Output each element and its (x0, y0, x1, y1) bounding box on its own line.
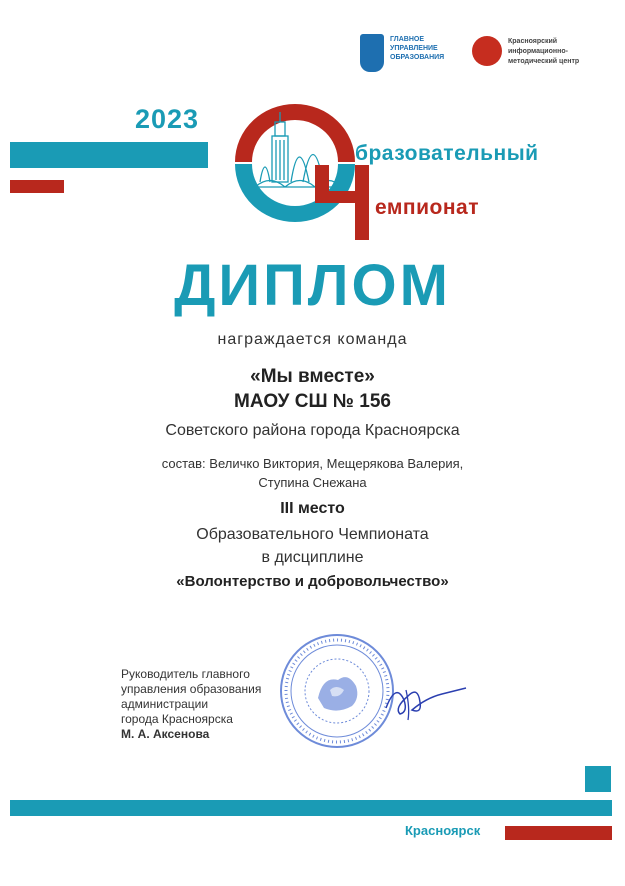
championship-label: Образовательного Чемпионата (196, 526, 429, 543)
decor-bar-red-bottom (505, 826, 612, 840)
discipline-name: «Волонтерство и добровольчество» (176, 573, 449, 590)
emblem-word-educational: бразовательный (355, 142, 539, 165)
emblem-word-championship: емпионат (375, 196, 480, 219)
team-name: «Мы вместе» (250, 366, 375, 387)
education-department-logo (360, 34, 384, 72)
school-name: МАОУ СШ № 156 (234, 391, 391, 412)
signature-scribble (382, 678, 472, 722)
decor-bar-red-left (10, 180, 64, 193)
team-members: состав: Величко Виктория, Мещерякова Валерия, Ступина Снежана (161, 456, 464, 490)
decor-square-teal (585, 766, 611, 792)
discipline-prefix: в дисциплине (261, 549, 364, 566)
diploma-title: ДИПЛОМ (174, 253, 451, 318)
decor-bar-teal-bottom (10, 800, 612, 816)
education-department-logo-text: ГЛАВНОЕ УПРАВЛЕНИЕ ОБРАЗОВАНИЯ (390, 36, 445, 61)
che-letter-emblem (315, 165, 375, 240)
signatory-name: М. А. Аксенова (121, 727, 210, 741)
year-label: 2023 (135, 104, 200, 134)
place-label: III место (280, 500, 345, 517)
signatory-block: Руководитель главного управления образования администрации города Красноярска М. А. Аксенова (121, 667, 281, 742)
official-stamp (278, 632, 396, 750)
kimc-logo-text: Красноярский информационно- методический центр (508, 38, 580, 65)
kimc-logo-icon (472, 36, 502, 66)
district-name: Советского района города Красноярска (165, 422, 460, 439)
decor-bar-teal-left (10, 142, 208, 168)
awarded-label: награждается команда (217, 331, 408, 348)
footer-city: Красноярск (405, 823, 481, 838)
